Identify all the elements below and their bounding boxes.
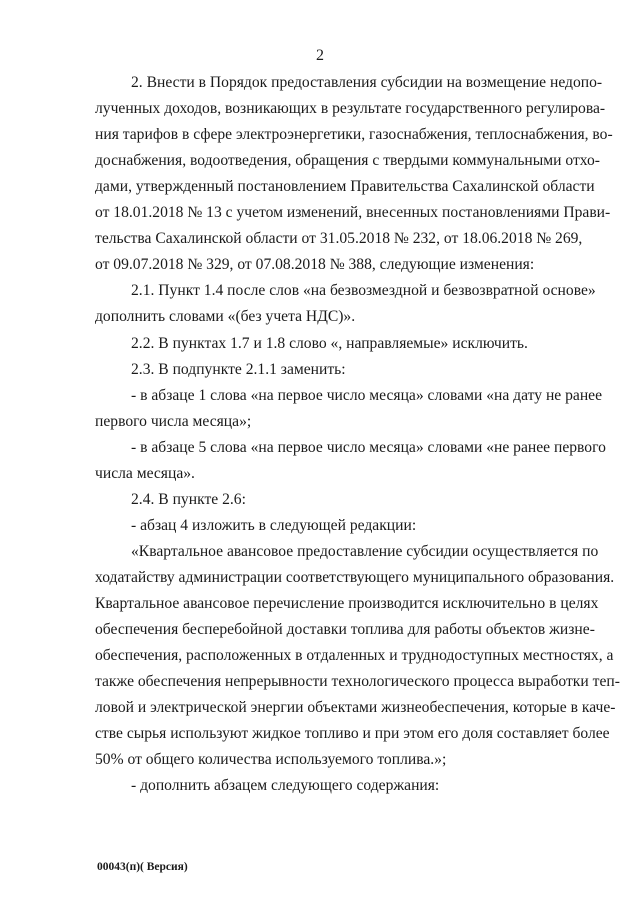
paragraph-line: 2.3. В подпункте 2.1.1 заменить:	[131, 361, 346, 378]
paragraph-line: обеспечения, расположенных в отдаленных и труднодоступных местностях, а	[95, 647, 614, 664]
page-number: 2	[316, 47, 324, 64]
paragraph-line: 2.1. Пункт 1.4 после слов «на безвозмездной и безвозвратной основе»	[131, 282, 596, 299]
paragraph-line: ния тарифов в сфере электроэнергетики, газоснабжения, теплоснабжения, во-	[95, 126, 613, 143]
paragraph-line: 2.4. В пункте 2.6:	[131, 491, 246, 508]
paragraph-line: - абзац 4 изложить в следующей редакции:	[131, 517, 417, 534]
paragraph-line: - в абзаце 5 слова «на первое число месяца» словами «не ранее первого	[131, 439, 606, 456]
paragraph-line: первого числа месяца»;	[95, 413, 252, 430]
paragraph-line: - в абзаце 1 слова «на первое число месяца» словами «на дату не ранее	[131, 387, 603, 404]
paragraph-line: обеспечения бесперебойной доставки топлива для работы объектов жизне-	[95, 621, 595, 638]
paragraph-line: 50% от общего количества используемого топлива.»;	[95, 751, 447, 768]
paragraph-line: от 18.01.2018 № 13 с учетом изменений, внесенных постановлениями Прави-	[95, 204, 611, 221]
paragraph-line: Квартальное авансовое перечисление производится исключительно в целях	[95, 595, 599, 612]
paragraph-line: 2. Внести в Порядок предоставления субсидии на возмещение недопо-	[131, 74, 603, 91]
paragraph-line: тельства Сахалинской области от 31.05.2018 № 232, от 18.06.2018 № 269,	[95, 230, 583, 247]
paragraph-line: «Квартальное авансовое предоставление субсидии осуществляется по	[131, 543, 599, 560]
paragraph-line: стве сырья используют жидкое топливо и при этом его доля составляет более	[95, 725, 610, 742]
paragraph-line: 2.2. В пунктах 1.7 и 1.8 слово «, направляемые» исключить.	[131, 335, 528, 352]
paragraph-line: от 09.07.2018 № 329, от 07.08.2018 № 388, следующие изменения:	[95, 256, 535, 273]
paragraph-line: числа месяца».	[95, 465, 195, 482]
document-footer-code: 00043(п)( Версия)	[97, 861, 188, 873]
paragraph-line: также обеспечения непрерывности технологического процесса выработки теп-	[95, 673, 620, 690]
paragraph-line: - дополнить абзацем следующего содержания:	[131, 777, 440, 794]
paragraph-line: ходатайству администрации соответствующего муниципального образования.	[95, 569, 615, 586]
paragraph-line: дополнить словами «(без учета НДС)».	[95, 308, 356, 325]
paragraph-line: лученных доходов, возникающих в результате государственного регулирова-	[95, 100, 606, 117]
paragraph-line: дами, утвержденный постановлением Правительства Сахалинской области	[95, 178, 595, 195]
paragraph-line: ловой и электрической энергии объектами жизнеобеспечения, которые в каче-	[95, 699, 616, 716]
paragraph-line: доснабжения, водоотведения, обращения с твердыми коммунальными отхо-	[95, 152, 600, 169]
